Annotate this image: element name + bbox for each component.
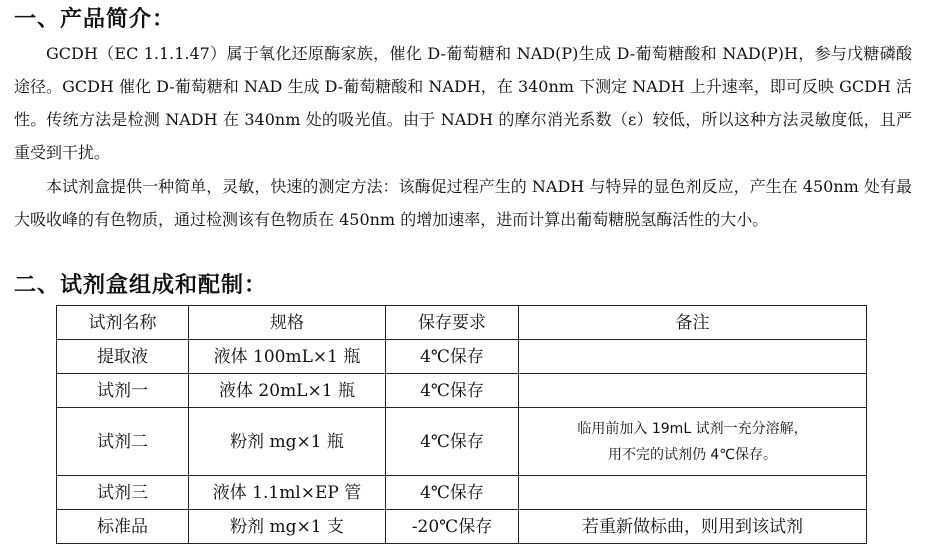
spec-cell: 粉剂 mg×1 瓶 <box>189 408 386 476</box>
note-cell <box>519 340 867 374</box>
storage-cell: 4℃保存 <box>386 340 519 374</box>
storage-cell: -20℃保存 <box>386 510 519 544</box>
reagent-name-cell: 提取液 <box>57 340 189 374</box>
header-note: 备注 <box>519 306 867 340</box>
storage-cell: 4℃保存 <box>386 374 519 408</box>
reagent-name-cell: 标准品 <box>57 510 189 544</box>
spec-cell: 粉剂 mg×1 支 <box>189 510 386 544</box>
table-row <box>57 374 867 408</box>
spec-cell: 液体 1.1ml×EP 管 <box>189 476 386 510</box>
spec-cell: 液体 20mL×1 瓶 <box>189 374 386 408</box>
note-cell <box>519 374 867 408</box>
section-heading-kit-composition: 二、试剂盒组成和配制： <box>14 273 268 298</box>
header-spec: 规格 <box>189 306 386 340</box>
table-header-row <box>57 306 867 340</box>
note-cell <box>519 408 867 476</box>
reagent-table <box>56 305 867 544</box>
spec-cell: 液体 100mL×1 瓶 <box>189 340 386 374</box>
note-line-2: 用不完的试剂仍 4℃保存。 <box>607 446 778 463</box>
storage-cell: 4℃保存 <box>386 408 519 476</box>
reagent-name-cell: 试剂一 <box>57 374 189 408</box>
table-row <box>57 510 867 544</box>
intro-paragraph-1: GCDH（EC 1.1.1.47）属于氧化还原酶家族，催化 D-葡萄糖和 NAD(P)生成 D-葡萄糖酸和 NAD(P)H，参与戊糖磷酸途径。GCDH 催化 D-葡萄糖和 NAD 生成 D-葡萄糖酸和 NADH，在 340nm 下测定 NADH 上升速率，即可反映 GCDH 活性。传统方法是检测 NADH 在 340nm 处的吸光值。由于 NADH 的摩尔消光系数（ε）较低，所以这种方法灵敏度低，且严重受到干扰。 <box>14 44 912 162</box>
table-row <box>57 408 867 476</box>
storage-cell: 4℃保存 <box>386 476 519 510</box>
note-cell <box>519 476 867 510</box>
reagent-name-cell: 试剂二 <box>57 408 189 476</box>
table-row <box>57 476 867 510</box>
note-cell: 若重新做标曲，则用到该试剂 <box>519 510 867 544</box>
header-reagent-name: 试剂名称 <box>57 306 189 340</box>
table-row <box>57 340 867 374</box>
reagent-name-cell: 试剂三 <box>57 476 189 510</box>
section-heading-product-intro: 一、产品简介： <box>14 7 176 32</box>
header-storage: 保存要求 <box>386 306 519 340</box>
intro-paragraph-2: 本试剂盒提供一种简单，灵敏，快速的测定方法：该酶促过程产生的 NADH 与特异的显色剂反应，产生在 450nm 处有最大吸收峰的有色物质，通过检测该有色物质在 450nm 的增加速率，进而计算出葡萄糖脱氢酶活性的大小。 <box>14 177 912 229</box>
note-line-1: 临用前加入 19mL 试剂一充分溶解， <box>577 420 808 437</box>
